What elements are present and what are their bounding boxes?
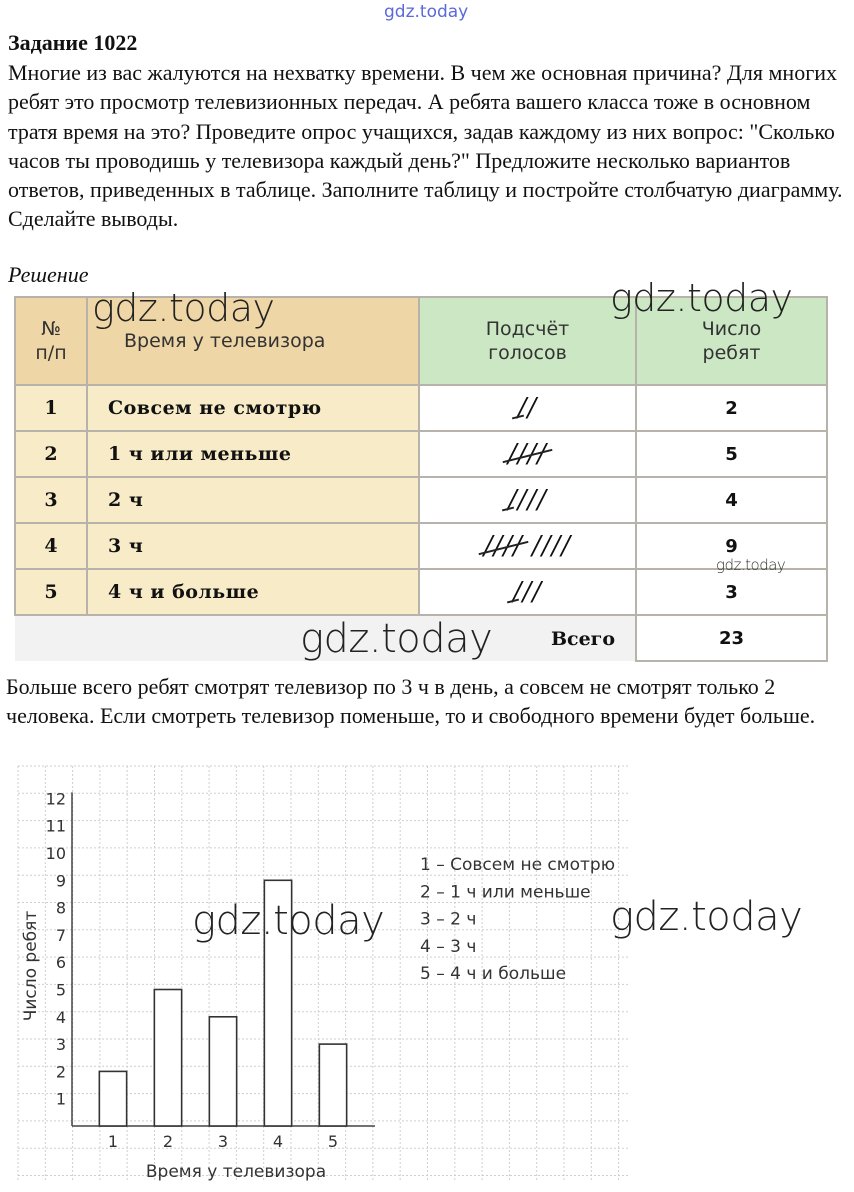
row-count: 9 [636, 523, 827, 569]
table-row [15, 477, 827, 523]
table-row [15, 569, 827, 615]
row-tally [419, 477, 636, 523]
header-tally-line1: Подсчёт [485, 318, 570, 340]
solution-label: Решение [8, 262, 89, 287]
total-blank [15, 615, 87, 661]
header-tally-line2: голосов [488, 342, 567, 364]
bar-3 [209, 1017, 236, 1126]
y-tick-label: 2 [55, 1062, 66, 1082]
watermark: gdz.today [610, 894, 803, 940]
header-tally [419, 297, 636, 385]
watermark-top: gdz.today [384, 2, 469, 22]
row-num: 3 [15, 477, 87, 523]
row-count: 5 [636, 431, 827, 477]
tally-group: //// [483, 531, 523, 561]
x-tick-label: 4 [272, 1132, 284, 1151]
y-tick-label: 3 [55, 1035, 66, 1055]
x-axis-label: Время у телевизора [145, 1162, 327, 1182]
row-num: 4 [15, 523, 87, 569]
y-axis-label: Число ребят [21, 910, 41, 1022]
table-row [15, 385, 827, 431]
tally-group: //// [507, 439, 548, 469]
row-time: 4 ч и больше [87, 569, 419, 615]
row-tally [419, 569, 636, 615]
row-tally [419, 385, 636, 431]
tally-rest: // [517, 393, 538, 423]
x-tick-label: 3 [217, 1132, 229, 1151]
legend-item: 4 – 3 ч [420, 936, 477, 957]
row-tally [419, 523, 636, 569]
tally-rest: //// [522, 531, 572, 561]
row-num: 5 [15, 569, 87, 615]
y-tick-label: 11 [45, 816, 66, 836]
task-title: Задание 1022 [8, 30, 138, 55]
bar-chart [0, 760, 640, 1190]
row-count: 2 [636, 385, 827, 431]
legend-item: 2 – 1 ч или меньше [420, 882, 591, 903]
y-tick-label: 5 [55, 980, 66, 1000]
legend-item: 3 – 2 ч [420, 909, 477, 930]
row-count: 3 [636, 569, 827, 615]
tally-rest: //// [507, 485, 548, 515]
legend-item: 1 – Совсем не смотрю [420, 855, 616, 875]
survey-table [14, 296, 828, 662]
bar-5 [319, 1044, 346, 1126]
row-count: 4 [636, 477, 827, 523]
row-num: 1 [15, 385, 87, 431]
x-tick-label: 1 [107, 1132, 119, 1151]
watermark: gdz.today [610, 276, 793, 320]
total-value: 23 [636, 615, 827, 661]
watermark: gdz.today [716, 556, 786, 574]
row-num: 2 [15, 431, 87, 477]
table-row [15, 523, 827, 569]
watermark: gdz.today [300, 616, 493, 662]
y-tick-label: 7 [55, 925, 66, 945]
y-tick-label: 9 [55, 871, 66, 891]
x-tick-label: 5 [327, 1132, 339, 1151]
y-tick-label: 8 [55, 898, 66, 918]
row-time: 2 ч [87, 477, 419, 523]
tally-rest: /// [512, 577, 543, 607]
row-time: Совсем не смотрю [87, 385, 419, 431]
y-tick-label: 10 [45, 844, 66, 863]
total-label: Всего [419, 615, 636, 661]
bar-2 [154, 990, 181, 1127]
header-count-line2: ребят [702, 342, 761, 364]
legend-item: 5 – 4 ч и больше [420, 964, 567, 985]
watermark: gdz.today [192, 898, 385, 944]
x-tick-label: 2 [162, 1132, 174, 1151]
conclusion-text: Больше всего ребят смотрят телевизор по 3 ч в день, а совсем не смотрят только 2 человека. Если смотреть телевизор поменьше, то и свободного времени будет больше. [6, 674, 816, 729]
y-tick-label: 1 [55, 1089, 66, 1109]
header-count-line1: Число [701, 318, 762, 340]
watermark: gdz.today [92, 286, 275, 330]
header-num [15, 297, 87, 385]
table-row [15, 431, 827, 477]
header-time: Время у телевизора [87, 297, 419, 385]
row-time: 3 ч [87, 523, 419, 569]
row-tally [419, 431, 636, 477]
header-num-line1: № [41, 318, 61, 340]
row-time: 1 ч или меньше [87, 431, 419, 477]
y-tick-label: 4 [55, 1007, 66, 1027]
y-tick-label: 12 [45, 789, 66, 809]
task-text: Многие из вас жалуются на нехватку времени. В чем же основная причина? Для многих ребят это просмотр телевизионных передач. А ребята вашего класса тоже в основном тратя время на это? Проведите опрос учащихся, задав каждому из них вопрос: "Сколько часов ты проводишь у телевизора каждый день?" Предложите несколько вариантов ответов, приведенных в таблице. Заполните таблицу и постройте столбчатую диаграмму. Сделайте выводы. [8, 60, 843, 232]
y-tick-label: 6 [55, 953, 66, 973]
bar-1 [99, 1071, 126, 1126]
header-num-line2: п/п [35, 342, 67, 364]
